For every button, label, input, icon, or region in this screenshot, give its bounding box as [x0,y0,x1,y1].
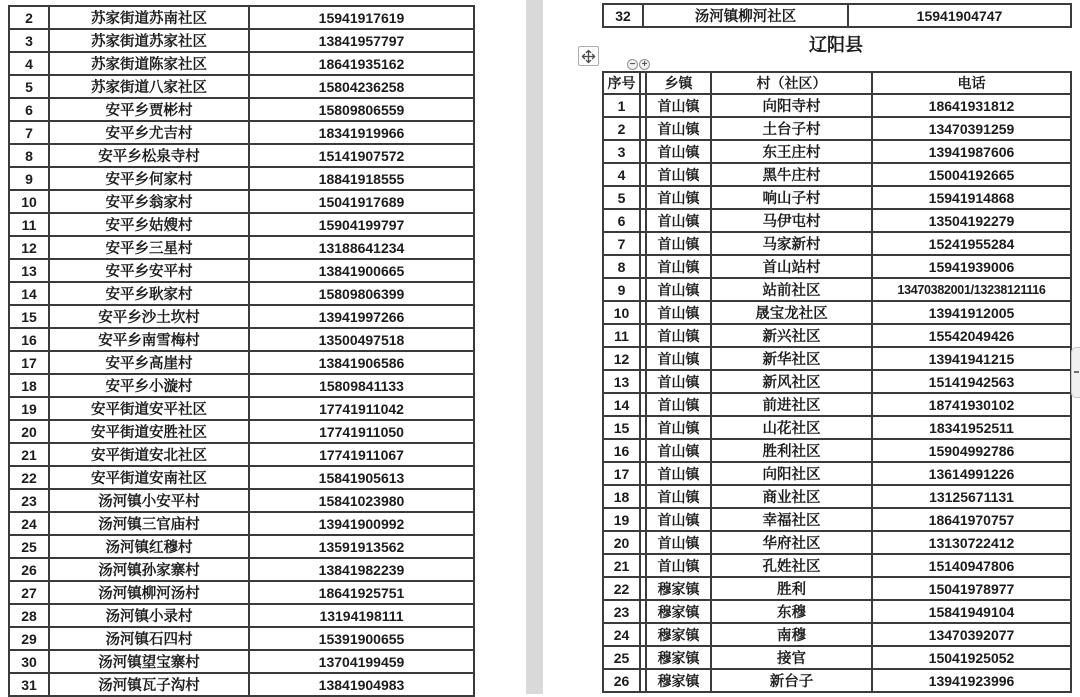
village-name-cell[interactable]: 孔姓社区 [711,554,872,577]
phone-cell[interactable]: 13941900992 [249,512,474,535]
phone-cell[interactable]: 13941987606 [872,140,1071,163]
table-row [9,512,474,535]
table-row [9,29,474,52]
village-name-cell[interactable]: 东王庄村 [711,140,872,163]
collapse-button[interactable]: − [627,59,638,70]
serial-cell[interactable]: 32 [603,4,643,27]
table-row [9,397,474,420]
village-name-cell[interactable]: 安平乡贾彬村 [49,98,249,121]
serial-cell[interactable]: 15 [9,305,49,328]
town-cell[interactable]: 首山镇 [646,140,711,163]
serial-cell[interactable]: 13 [9,259,49,282]
serial-cell[interactable]: 4 [9,52,49,75]
village-name-cell[interactable]: 站前社区 [711,278,872,301]
village-name-cell[interactable]: 安平乡翁家村 [49,190,249,213]
phone-cell[interactable]: 13841906586 [249,351,474,374]
phone-cell[interactable]: 18341952511 [872,416,1071,439]
village-name-cell[interactable]: 马家新村 [711,232,872,255]
town-cell[interactable]: 首山镇 [646,278,711,301]
table-row [9,673,474,696]
left-contact-table [8,5,475,697]
village-name-cell[interactable]: 向阳社区 [711,462,872,485]
county-table-body [603,94,1071,692]
phone-cell[interactable]: 17741911050 [249,420,474,443]
phone-cell[interactable]: 13194198111 [249,604,474,627]
table-row [9,374,474,397]
village-name-cell[interactable]: 苏家街道苏南社区 [49,6,249,29]
phone-cell[interactable]: 18641970757 [872,508,1071,531]
table-row [9,236,474,259]
phone-cell[interactable]: 15391900655 [249,627,474,650]
table-row [603,485,1071,508]
town-cell[interactable]: 首山镇 [646,485,711,508]
village-name-cell[interactable]: 安平乡何家村 [49,167,249,190]
table-row [9,213,474,236]
phone-cell[interactable]: 13841957797 [249,29,474,52]
town-cell[interactable]: 穆家镇 [646,623,711,646]
town-cell[interactable]: 首山镇 [646,462,711,485]
column-header[interactable]: 乡镇 [646,72,711,94]
table-row [603,140,1071,163]
serial-cell[interactable]: 21 [9,443,49,466]
table-row [9,98,474,121]
village-name-cell[interactable]: 汤河镇望宝寨村 [49,650,249,673]
village-name-cell[interactable]: 前进社区 [711,393,872,416]
town-cell[interactable]: 首山镇 [646,508,711,531]
table-row [603,117,1071,140]
table-row [9,259,474,282]
page-gap [526,0,543,694]
serial-cell[interactable]: 30 [9,650,49,673]
serial-cell[interactable]: 25 [9,535,49,558]
table-row [603,393,1071,416]
village-name-cell[interactable]: 安平乡三星村 [49,236,249,259]
serial-cell[interactable]: 10 [9,190,49,213]
phone-cell[interactable]: 15041978977 [872,577,1071,600]
serial-cell[interactable]: 5 [603,186,640,209]
phone-cell[interactable]: 15809806399 [249,282,474,305]
serial-cell[interactable]: 17 [603,462,640,485]
phone-cell[interactable]: 17741911042 [249,397,474,420]
village-name-cell[interactable]: 幸福社区 [711,508,872,531]
village-name-cell[interactable]: 接官 [711,646,872,669]
serial-cell[interactable]: 2 [9,6,49,29]
county-contact-table [602,71,1072,693]
serial-cell[interactable]: 31 [9,673,49,696]
serial-cell[interactable]: 6 [603,209,640,232]
serial-cell[interactable]: 16 [603,439,640,462]
village-name-cell[interactable]: 汤河镇小安平村 [49,489,249,512]
serial-cell[interactable]: 19 [9,397,49,420]
serial-cell[interactable]: 23 [9,489,49,512]
serial-cell[interactable]: 12 [603,347,640,370]
village-name-cell[interactable]: 安平乡松泉寺村 [49,144,249,167]
table-row [9,581,474,604]
village-name-cell[interactable]: 马伊屯村 [711,209,872,232]
town-cell[interactable]: 首山镇 [646,416,711,439]
phone-cell[interactable]: 13500497518 [249,328,474,351]
village-name-cell[interactable]: 汤河镇小录村 [49,604,249,627]
phone-cell[interactable]: 18641931812 [872,94,1071,117]
table-row [603,370,1071,393]
village-name-cell[interactable]: 汤河镇瓦子沟村 [49,673,249,696]
table-row [603,347,1071,370]
town-cell[interactable]: 首山镇 [646,255,711,278]
phone-cell[interactable]: 13591913562 [249,535,474,558]
table-row [603,577,1071,600]
town-cell[interactable]: 首山镇 [646,163,711,186]
serial-cell[interactable]: 12 [9,236,49,259]
village-name-cell[interactable]: 安平乡姑嫂村 [49,213,249,236]
phone-cell[interactable]: 13841904983 [249,673,474,696]
village-name-cell[interactable]: 晟宝龙社区 [711,301,872,324]
town-cell[interactable]: 首山镇 [646,209,711,232]
village-name-cell[interactable]: 苏家街道八家社区 [49,75,249,98]
phone-cell[interactable]: 13941912005 [872,301,1071,324]
table-row [603,301,1071,324]
serial-cell[interactable]: 11 [9,213,49,236]
table-row [9,351,474,374]
serial-cell[interactable]: 6 [9,98,49,121]
town-cell[interactable]: 首山镇 [646,324,711,347]
village-name-cell[interactable]: 山花社区 [711,416,872,439]
table-row [603,94,1071,117]
village-name-cell[interactable]: 安平乡小漩村 [49,374,249,397]
serial-cell[interactable]: 18 [603,485,640,508]
village-name-cell[interactable]: 黑牛庄村 [711,163,872,186]
table-row [9,489,474,512]
table-row [603,416,1071,439]
phone-cell[interactable]: 13704199459 [249,650,474,673]
serial-cell[interactable]: 21 [603,554,640,577]
phone-cell[interactable]: 15904199797 [249,213,474,236]
village-name-cell[interactable]: 安平街道安北社区 [49,443,249,466]
table-row [603,232,1071,255]
serial-cell[interactable]: 8 [603,255,640,278]
table-row [603,163,1071,186]
phone-cell[interactable]: 15941917619 [249,6,474,29]
table-row [603,531,1071,554]
phone-cell[interactable]: 13470391259 [872,117,1071,140]
serial-cell[interactable]: 7 [9,121,49,144]
village-name-cell[interactable]: 汤河镇石四村 [49,627,249,650]
serial-cell[interactable]: 5 [9,75,49,98]
serial-cell[interactable]: 24 [603,623,640,646]
village-name-cell[interactable]: 新风社区 [711,370,872,393]
serial-cell[interactable]: 17 [9,351,49,374]
serial-cell[interactable]: 19 [603,508,640,531]
town-cell[interactable]: 首山镇 [646,117,711,140]
phone-cell[interactable]: 15141907572 [249,144,474,167]
village-name-cell[interactable]: 安平乡耿家村 [49,282,249,305]
village-name-cell[interactable]: 汤河镇孙家寨村 [49,558,249,581]
village-name-cell[interactable]: 安平乡安平村 [49,259,249,282]
town-cell[interactable]: 首山镇 [646,531,711,554]
table-row [603,554,1071,577]
table-row [603,669,1071,692]
table-row [9,466,474,489]
village-name-cell[interactable]: 华府社区 [711,531,872,554]
serial-cell[interactable]: 26 [9,558,49,581]
table-row [9,443,474,466]
serial-cell[interactable]: 26 [603,669,640,692]
village-name-cell[interactable]: 汤河镇柳河社区 [643,4,848,27]
village-name-cell[interactable]: 商业社区 [711,485,872,508]
table-row [603,324,1071,347]
table-row [603,439,1071,462]
village-name-cell[interactable]: 苏家街道苏家社区 [49,29,249,52]
village-name-cell[interactable]: 新兴社区 [711,324,872,347]
phone-cell[interactable]: 15804236258 [249,75,474,98]
phone-cell[interactable]: 15141942563 [872,370,1071,393]
table-row [9,190,474,213]
table-row [9,75,474,98]
serial-cell[interactable]: 14 [9,282,49,305]
phone-cell[interactable]: 13841900665 [249,259,474,282]
village-name-cell[interactable]: 汤河镇柳河汤村 [49,581,249,604]
serial-cell[interactable]: 7 [603,232,640,255]
table-row [9,121,474,144]
serial-cell[interactable]: 27 [9,581,49,604]
phone-cell[interactable]: 13470392077 [872,623,1071,646]
village-name-cell[interactable]: 新台子 [711,669,872,692]
town-cell[interactable]: 首山镇 [646,554,711,577]
phone-cell[interactable]: 13941923996 [872,669,1071,692]
table-row [603,508,1071,531]
serial-cell[interactable]: 29 [9,627,49,650]
phone-cell[interactable]: 13130722412 [872,531,1071,554]
serial-cell[interactable]: 24 [9,512,49,535]
phone-cell[interactable]: 15941914868 [872,186,1071,209]
left-table-body [9,6,474,696]
phone-cell[interactable]: 13841982239 [249,558,474,581]
phone-cell[interactable]: 13125671131 [872,485,1071,508]
table-row [9,6,474,29]
table-row [9,167,474,190]
serial-cell[interactable]: 8 [9,144,49,167]
phone-cell[interactable]: 15904992786 [872,439,1071,462]
serial-cell[interactable]: 1 [603,94,640,117]
village-name-cell[interactable]: 安平乡沙土坎村 [49,305,249,328]
table-row [9,328,474,351]
serial-cell[interactable]: 20 [9,420,49,443]
phone-cell[interactable]: 15841023980 [249,489,474,512]
table-row [9,282,474,305]
column-header[interactable]: 序号 [603,72,640,94]
phone-cell[interactable]: 17741911067 [249,443,474,466]
county-title[interactable]: 辽阳县 [809,35,863,55]
serial-cell[interactable]: 9 [9,167,49,190]
table-row [9,305,474,328]
village-name-cell[interactable]: 首山站村 [711,255,872,278]
serial-cell[interactable]: 2 [603,117,640,140]
phone-cell[interactable]: 15841905613 [249,466,474,489]
phone-cell[interactable]: 13470382001/13238121116 [872,278,1071,301]
serial-cell[interactable]: 16 [9,328,49,351]
town-cell[interactable]: 首山镇 [646,186,711,209]
serial-cell[interactable]: 13 [603,370,640,393]
carryover-row-table [602,3,1072,28]
serial-cell[interactable]: 15 [603,416,640,439]
table-row [9,650,474,673]
village-name-cell[interactable]: 响山子村 [711,186,872,209]
serial-cell[interactable]: 3 [9,29,49,52]
town-cell[interactable]: 首山镇 [646,94,711,117]
phone-cell[interactable]: 13941997266 [249,305,474,328]
table-row [603,646,1071,669]
serial-cell[interactable]: 28 [9,604,49,627]
serial-cell[interactable]: 9 [603,278,640,301]
serial-cell[interactable]: 20 [603,531,640,554]
table-row [603,209,1071,232]
village-name-cell[interactable]: 安平乡高崖村 [49,351,249,374]
serial-cell[interactable]: 18 [9,374,49,397]
village-name-cell[interactable]: 安平街道安胜社区 [49,420,249,443]
phone-cell[interactable]: 18841918555 [249,167,474,190]
town-cell[interactable]: 首山镇 [646,301,711,324]
table-row [603,186,1071,209]
town-cell[interactable]: 穆家镇 [646,669,711,692]
table-row [603,4,1071,27]
village-name-cell[interactable]: 汤河镇红穆村 [49,535,249,558]
table-row [9,535,474,558]
town-cell[interactable]: 穆家镇 [646,577,711,600]
village-name-cell[interactable]: 苏家街道陈家社区 [49,52,249,75]
serial-cell[interactable]: 4 [603,163,640,186]
phone-cell[interactable]: 15941939006 [872,255,1071,278]
town-cell[interactable]: 首山镇 [646,370,711,393]
table-row [603,623,1071,646]
table-row [9,627,474,650]
table-row [9,52,474,75]
town-cell[interactable]: 穆家镇 [646,600,711,623]
serial-cell[interactable]: 25 [603,646,640,669]
village-name-cell[interactable]: 安平街道安平社区 [49,397,249,420]
table-row [603,255,1071,278]
table-row [603,600,1071,623]
phone-cell[interactable]: 13614991226 [872,462,1071,485]
phone-cell[interactable]: 15941904747 [848,4,1071,27]
town-cell[interactable]: 穆家镇 [646,646,711,669]
serial-cell[interactable]: 10 [603,301,640,324]
table-row [9,144,474,167]
phone-cell[interactable]: 15542049426 [872,324,1071,347]
column-header[interactable]: 村（社区） [711,72,872,94]
village-name-cell[interactable]: 胜利 [711,577,872,600]
town-cell[interactable]: 首山镇 [646,232,711,255]
serial-cell[interactable]: 22 [9,466,49,489]
phone-cell[interactable]: 15140947806 [872,554,1071,577]
serial-cell[interactable]: 3 [603,140,640,163]
phone-cell[interactable]: 18641925751 [249,581,474,604]
village-name-cell[interactable]: 向阳寺村 [711,94,872,117]
phone-cell[interactable]: 15041917689 [249,190,474,213]
table-row [9,558,474,581]
town-cell[interactable]: 首山镇 [646,347,711,370]
town-cell[interactable]: 首山镇 [646,393,711,416]
village-name-cell[interactable]: 汤河镇三官庙村 [49,512,249,535]
table-row [603,462,1071,485]
phone-cell[interactable]: 13188641234 [249,236,474,259]
village-name-cell[interactable]: 南穆 [711,623,872,646]
serial-cell[interactable]: 22 [603,577,640,600]
serial-cell[interactable]: 23 [603,600,640,623]
header-row [603,72,1071,94]
scrollbar-handle[interactable] [1071,347,1080,398]
phone-cell[interactable]: 18341919966 [249,121,474,144]
village-name-cell[interactable]: 胜利社区 [711,439,872,462]
phone-cell[interactable]: 13504192279 [872,209,1071,232]
table-row [603,278,1071,301]
village-name-cell[interactable]: 安平乡南雪梅村 [49,328,249,351]
town-cell[interactable]: 首山镇 [646,439,711,462]
table-row [9,420,474,443]
expand-button[interactable]: + [639,59,650,70]
serial-cell[interactable]: 11 [603,324,640,347]
phone-cell[interactable]: 15004192665 [872,163,1071,186]
phone-cell[interactable]: 18641935162 [249,52,474,75]
phone-cell[interactable]: 15809841133 [249,374,474,397]
phone-cell[interactable]: 15809806559 [249,98,474,121]
serial-cell[interactable]: 14 [603,393,640,416]
village-name-cell[interactable]: 土台子村 [711,117,872,140]
move-cross-icon [581,49,596,64]
scrollbar-dash [1074,371,1079,373]
village-name-cell[interactable]: 东穆 [711,600,872,623]
village-name-cell[interactable]: 安平乡尤吉村 [49,121,249,144]
phone-cell[interactable]: 15041925052 [872,646,1071,669]
column-header[interactable]: 电话 [872,72,1071,94]
phone-cell[interactable]: 13941941215 [872,347,1071,370]
table-row [9,604,474,627]
phone-cell[interactable]: 15241955284 [872,232,1071,255]
village-name-cell[interactable]: 新华社区 [711,347,872,370]
village-name-cell[interactable]: 安平街道安南社区 [49,466,249,489]
table-move-handle[interactable] [578,46,599,66]
phone-cell[interactable]: 18741930102 [872,393,1071,416]
phone-cell[interactable]: 15841949104 [872,600,1071,623]
